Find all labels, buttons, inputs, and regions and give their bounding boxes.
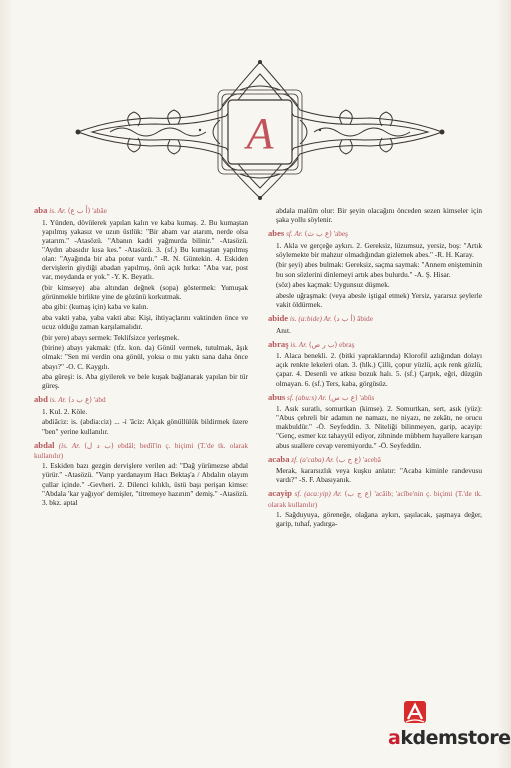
section-letter: A xyxy=(246,109,274,158)
arabic-root: (أَ ب ع) xyxy=(67,207,91,215)
arabic-root: (ب ر ص) xyxy=(308,340,338,349)
definition: 1. Kul. 2. Köle. xyxy=(42,406,88,416)
phrase: (bir şeyi) abes bulmak: Gereksiz, saçma saymak: "Annem enişteminin bu son sözlerini dinlemeyi artık abes bulurdu." -A. Ş. Hisar. xyxy=(276,260,482,279)
brand-name: akdemstore xyxy=(388,727,511,749)
phrase: aba güreşi: is. Aba giyilerek ve bele kuşak bağlanarak yapılan bir tür güreş. xyxy=(42,372,248,391)
right-column xyxy=(268,206,482,530)
headword: abraş xyxy=(268,338,289,349)
definition: 1. Asık suratlı, somurtkan (kimse). 2. Somurtkan, sert, asık (yüz): "Abus çehreli bir adamın ne namazı, ne niyazı, ne zekâtı, ne orucu makbuldür." -Ö. Seyfeddin. 3. Niteliği bilinmeyen, garip, acayip: "Genç, esmer kız tahayyül ediyor, zihninde mübhem hayallere karışan abus suallere cevap veremiyordu." -Ö. Seyfeddin. xyxy=(276,404,482,450)
definition: Merak, kararsızlık veya kuşku anlatır: "Acaba kiminle randevusu vardı?" -S. F. Abasıyanık. xyxy=(276,466,482,485)
arabic-root: (ع ب س) xyxy=(328,393,358,402)
phrase: abdiâciz: is. (abdia:ciz) ... -i 'âciz: Alçak gönüllülük bildirmek üzere "ben" yerine kullanılır. xyxy=(42,417,248,436)
entry-head-aba: aba is. Ar. (أَ ب ع) 'abâe xyxy=(34,205,107,215)
phrase: (bir yere) abayı sermek: Teklifsizce yerleşmek. xyxy=(42,332,180,342)
headword: abide xyxy=(268,312,289,323)
headword: abus xyxy=(268,391,286,402)
phrase: aba gibi: (kumaş için) kaba ve kalın. xyxy=(42,302,149,312)
definition: 1. Sağduyuya, göreneğe, olağana aykırı, şaşılacak, şaşmaya değer, garip, tuhaf, yadırga- xyxy=(276,510,482,529)
arabic-root: (ع ب ث) xyxy=(304,230,332,239)
definition: 1. Akla ve gerçeğe aykırı. 2. Gereksiz, lüzumsuz, yersiz, boş: "Artık söylemekte bir mahzur olmadığından gizlemek abes." -R. H. Karay. xyxy=(276,240,482,259)
entry-head-abd: abd is. Ar. (ع ب د) 'abd xyxy=(34,394,106,405)
phrase: (birine) abayı yakmak: (tfz. kon. da) Gönül vermek, tutulmak, âşık olmak: "Sen mi verdin ona gönül, yoksa o mu yaktı sana daha önce abayı?" -O. C. Kaygılı. xyxy=(42,343,248,371)
dictionary-columns xyxy=(34,206,482,530)
entry-head-abdal: abdal (is. Ar. (ب د ل) ebdâl; bedîl'in ç. biçimi (T.'de tk. olarak kullanılır) xyxy=(34,439,248,460)
left-column xyxy=(34,206,248,530)
arabic-root: (ع ب د) xyxy=(68,396,93,405)
phrase: abesle uğraşmak: (veya abesle iştigal etmek) Yersiz, yararsız şeylerle vakit öldürmek. xyxy=(276,290,482,309)
arabic-root: (أ ب د) xyxy=(333,314,356,323)
phrase: (söz) abes kaçmak: Uygunsuz düşmek. xyxy=(276,280,390,290)
headword: acaba xyxy=(268,453,290,464)
headword: abdal xyxy=(34,439,55,450)
definition: 1. Yünden, dövülerek yapılan kalın ve kaba kumaş. 2. Bu kumaştan yapılmış yakasız ve uzun üstlük: "Bir abam var atarım, nerde olsa yatarım." -Atasözü. "Abanın kadri yağmurda bilinir." -Atasözü. "Aydın abasıdır kısa kes." -Atasözü. 3. (sf.) Bu kumaştan yapılmış olan: "Ayağında bir aba potur vardı." -R. N. Güntekin. 4. Eskiden dervişlerin giydiği abadan yapılmış, önü açık hırka: "Aba var, post var, meydanda er yok." -Y. K. Beyatlı. xyxy=(42,217,248,282)
headword: aba xyxy=(34,205,48,215)
definition: 1. Eskiden bazı gezgin dervişlere verilen ad: "Dağ yürümezse abdal yürür." -Atasözü. "Varıp yardanayım Hacı Bektaş'a / Abdalın olayım çullar içinde." -Gevheri. 2. Dilenci kılıklı, üstü başı perişan kimse: "Abdala 'kar yağıyor' demişler, "titremeye hazırım" demiş." -Atasözü. 3. bkz. aptal xyxy=(42,461,248,507)
phrase: aba vakti yaba, yaba vakti aba: Kişi, ihtiyaçlarını vaktinden önce ve ucuz olduğu zaman karşılamalıdır. xyxy=(42,313,248,332)
phrase: abdala malûm olur: Bir şeyin olacağını önceden sezen kimseler için şaka yollu söylenir. xyxy=(276,206,482,225)
entry-head-abras: abraş is. Ar. (ب ر ص) ebraş xyxy=(268,338,355,349)
arabic-root: (ب د ل) xyxy=(84,441,114,450)
arabic-root: (ع ج ب) xyxy=(335,455,362,464)
headword: abd xyxy=(34,394,48,405)
brand-watermark xyxy=(388,697,511,757)
definition: Anıt. xyxy=(276,325,291,335)
definition: 1. Alaca benekli. 2. (bitki yapraklarında) Klorofil azlığından dolayı açık renkte lekeleri olan. 3. (hlk.) Çilli, çopur yüzlü, açık renk gözlü, çapar. 4. Desenli ve atkısı bozuk halı. 5. (sf.) Çarpık, eğri, düzgün olmayan. 6. (sf.) Ters, kaba, görgüsüz. xyxy=(276,351,482,388)
arabic-root: (ع ج ب) xyxy=(344,490,372,499)
entry-head-acaba: acaba zf. (a'caba) Ar. (ع ج ب) 'acebâ xyxy=(268,453,381,464)
entry-head-acayip: acayip sf. (aca:yip) Ar. (ع ج ب) 'acâib; 'acîbe'nin ç. biçimi (T.'de tk. olarak kullanılır) xyxy=(268,488,482,509)
headword: acayip xyxy=(268,488,292,499)
headword: abes xyxy=(268,228,285,239)
phrase: (bir kimseye) aba altından değnek (sopa) göstermek: Yumuşak görünmekle birlikte yine de gözünü korkutmak. xyxy=(42,282,248,301)
entry-head-abus: abus sf. (abu:s) Ar. (ع ب س) 'abûs xyxy=(268,391,375,402)
entry-head-abes: abes sf. Ar. (ع ب ث) 'abeş xyxy=(268,228,348,239)
entry-head-abide: abide is. (a:bide) Ar. (أ ب د) âbide xyxy=(268,312,373,323)
book-logo-icon xyxy=(400,697,430,727)
ornamental-header xyxy=(70,50,450,205)
